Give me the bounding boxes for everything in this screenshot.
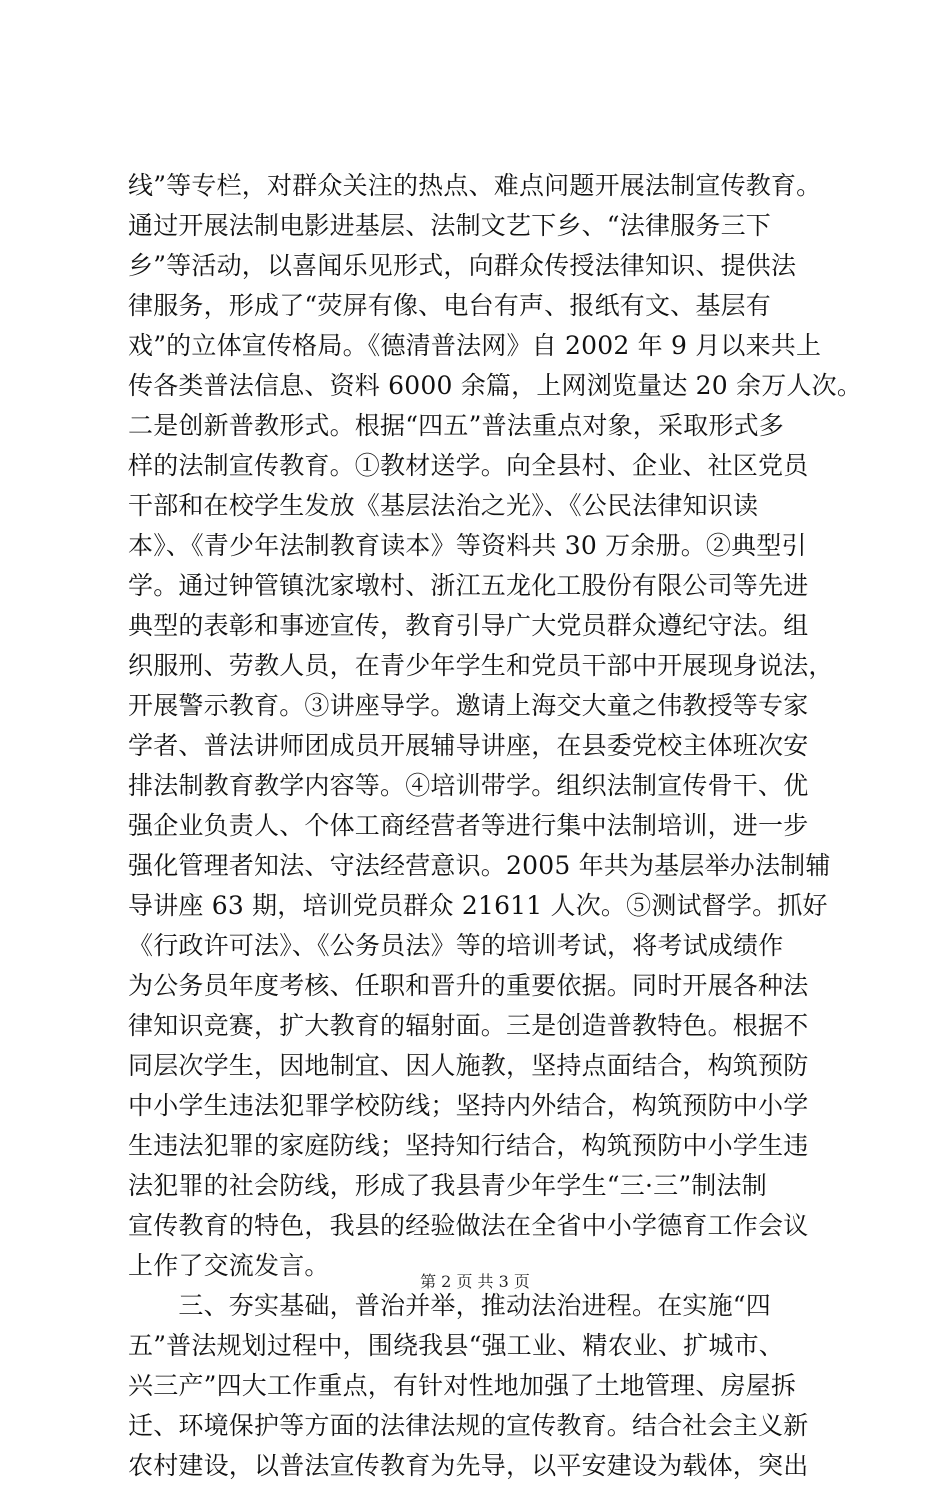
text-line: 迁、环境保护等方面的法律法规的宣传教育。结合社会主义新 bbox=[128, 1411, 809, 1440]
text-line: 学。通过钟管镇沈家墩村、浙江五龙化工股份有限公司等先进 bbox=[128, 571, 809, 600]
text-line: 律知识竞赛，扩大教育的辐射面。三是创造普教特色。根据不 bbox=[128, 1011, 809, 1040]
text-line: 为公务员年度考核、任职和晋升的重要依据。同时开展各种法 bbox=[128, 971, 809, 1000]
text-line: 中小学生违法犯罪学校防线；坚持内外结合，构筑预防中小学 bbox=[128, 1091, 809, 1120]
text-line: 传各类普法信息、资料 6000 余篇，上网浏览量达 20 余万人次。 bbox=[128, 371, 863, 400]
text-line: 干部和在校学生发放《基层法治之光》、《公民法律知识读 bbox=[128, 491, 759, 520]
text-line: 强化管理者知法、守法经营意识。2005 年共为基层举办法制辅 bbox=[128, 851, 831, 880]
text-line: 乡”等活动，以喜闻乐见形式，向群众传授法律知识、提供法 bbox=[128, 251, 797, 280]
text-line: 二是创新普教形式。根据“四五”普法重点对象，采取形式多 bbox=[128, 411, 784, 440]
text-line: 五”普法规划过程中，围绕我县“强工业、精农业、扩城市、 bbox=[128, 1331, 784, 1360]
text-line: 上作了交流发言。 bbox=[128, 1251, 330, 1280]
text-line: 生违法犯罪的家庭防线；坚持知行结合，构筑预防中小学生违 bbox=[128, 1131, 809, 1160]
text-line: 导讲座 63 期，培训党员群众 21611 人次。⑤测试督学。抓好 bbox=[128, 891, 828, 920]
text-line: 同层次学生，因地制宜、因人施教，坚持点面结合，构筑预防 bbox=[128, 1051, 809, 1080]
text-line: 法犯罪的社会防线，形成了我县青少年学生“三·三”制法制 bbox=[128, 1171, 767, 1200]
text-line: 典型的表彰和事迹宣传，教育引导广大党员群众遵纪守法。组 bbox=[128, 611, 809, 640]
text-line: 戏”的立体宣传格局。《德清普法网》自 2002 年 9 月以来共上 bbox=[128, 331, 822, 360]
text-line: 线”等专栏，对群众关注的热点、难点问题开展法制宣传教育。 bbox=[128, 171, 822, 200]
text-line: 《行政许可法》、《公务员法》等的培训考试，将考试成绩作 bbox=[128, 931, 784, 960]
text-line: 排法制教育教学内容等。④培训带学。组织法制宣传骨干、优 bbox=[128, 771, 809, 800]
text-line: 本》、《青少年法制教育读本》等资料共 30 万余册。②典型引 bbox=[128, 531, 807, 560]
text-line: 学者、普法讲师团成员开展辅导讲座，在县委党校主体班次安 bbox=[128, 731, 809, 760]
text-line: 宣传教育的特色，我县的经验做法在全省中小学德育工作会议 bbox=[128, 1211, 809, 1240]
text-line: 开展警示教育。③讲座导学。邀请上海交大童之伟教授等专家 bbox=[128, 691, 809, 720]
paragraph-start-line: 三、夯实基础，普治并举，推动法治进程。在实施“四 bbox=[128, 1291, 771, 1320]
text-line: 样的法制宣传教育。①教材送学。向全县村、企业、社区党员 bbox=[128, 451, 809, 480]
page-number-footer: 第 2 页 共 3 页 bbox=[420, 1272, 530, 1291]
text-line: 农村建设，以普法宣传教育为先导，以平安建设为载体，突出 bbox=[128, 1451, 809, 1480]
text-line: 织服刑、劳教人员，在青少年学生和党员干部中开展现身说法， bbox=[128, 651, 834, 680]
text-line: 律服务，形成了“荧屏有像、电台有声、报纸有文、基层有 bbox=[128, 291, 771, 320]
text-line: 强企业负责人、个体工商经营者等进行集中法制培训，进一步 bbox=[128, 811, 809, 840]
text-line: 通过开展法制电影进基层、法制文艺下乡、“法律服务三下 bbox=[128, 211, 771, 240]
text-line: 兴三产”四大工作重点，有针对性地加强了土地管理、房屋拆 bbox=[128, 1371, 797, 1400]
